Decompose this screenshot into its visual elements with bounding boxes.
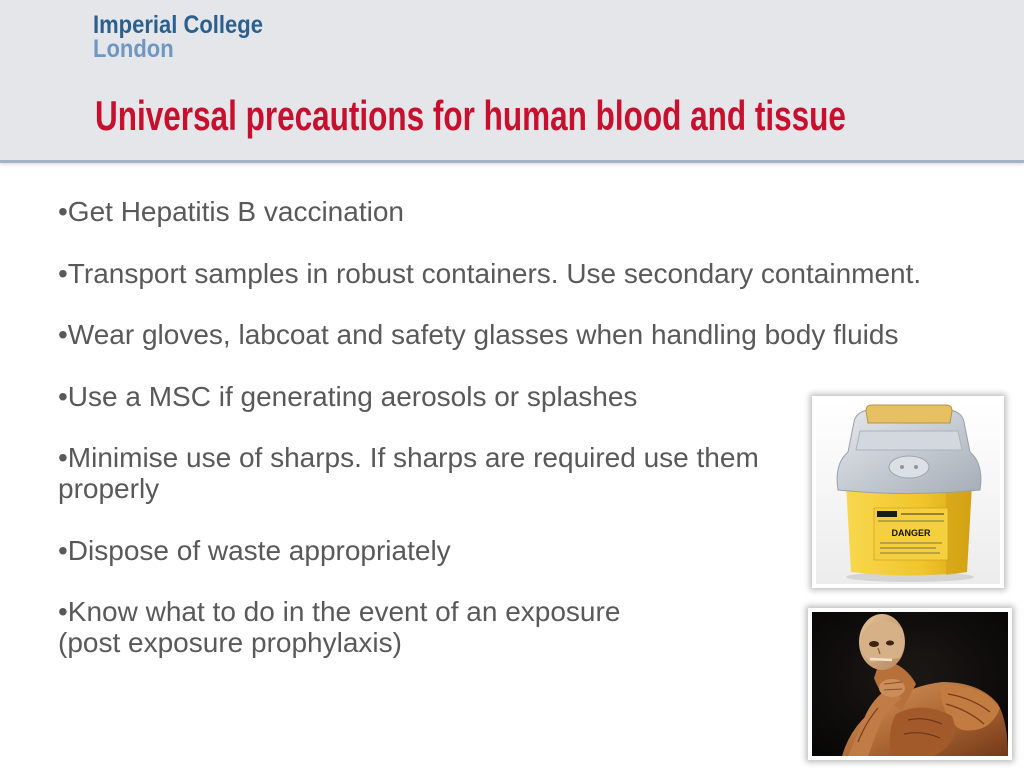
bullet-line: •Transport samples in robust containers. Use secondary containment.: [58, 257, 922, 289]
bullet-line: (post exposure prophylaxis): [58, 627, 402, 658]
figure-head: [859, 614, 905, 670]
sharps-container-label: [874, 508, 948, 560]
plastinated-body-illustration: [812, 612, 1008, 756]
bullet-line: •Wear gloves, labcoat and safety glasses when handling body fluids: [58, 319, 899, 350]
bullet-item-transport: [58, 258, 958, 289]
sharps-container-lid: [837, 405, 981, 494]
slide-header: [0, 0, 1024, 163]
sharps-container-image: [812, 396, 1004, 588]
bullet-item-vaccination: [58, 196, 958, 227]
bullet-line: •Know what to do in the event of an exposure: [58, 596, 621, 627]
bullet-item-ppe: [58, 319, 958, 350]
bullet-line: •Use a MSC if generating aerosols or splashes: [58, 380, 638, 412]
plastinated-body-image: [808, 608, 1012, 760]
slide-title: Universal precautions for human blood and tissue: [95, 92, 846, 139]
logo-line-city: London: [93, 35, 174, 63]
bullet-line: •Get Hepatitis B vaccination: [58, 196, 404, 227]
imperial-college-logo: [93, 13, 263, 61]
danger-label-text: DANGER: [891, 528, 931, 538]
bullet-line: •Dispose of waste appropriately: [58, 534, 451, 566]
logo-line-institution: Imperial College: [93, 11, 263, 39]
sharps-container-illustration: [816, 400, 1000, 584]
bullet-line: •Minimise use of sharps. If sharps are required use them: [58, 442, 759, 473]
bullet-line: properly: [58, 473, 160, 504]
